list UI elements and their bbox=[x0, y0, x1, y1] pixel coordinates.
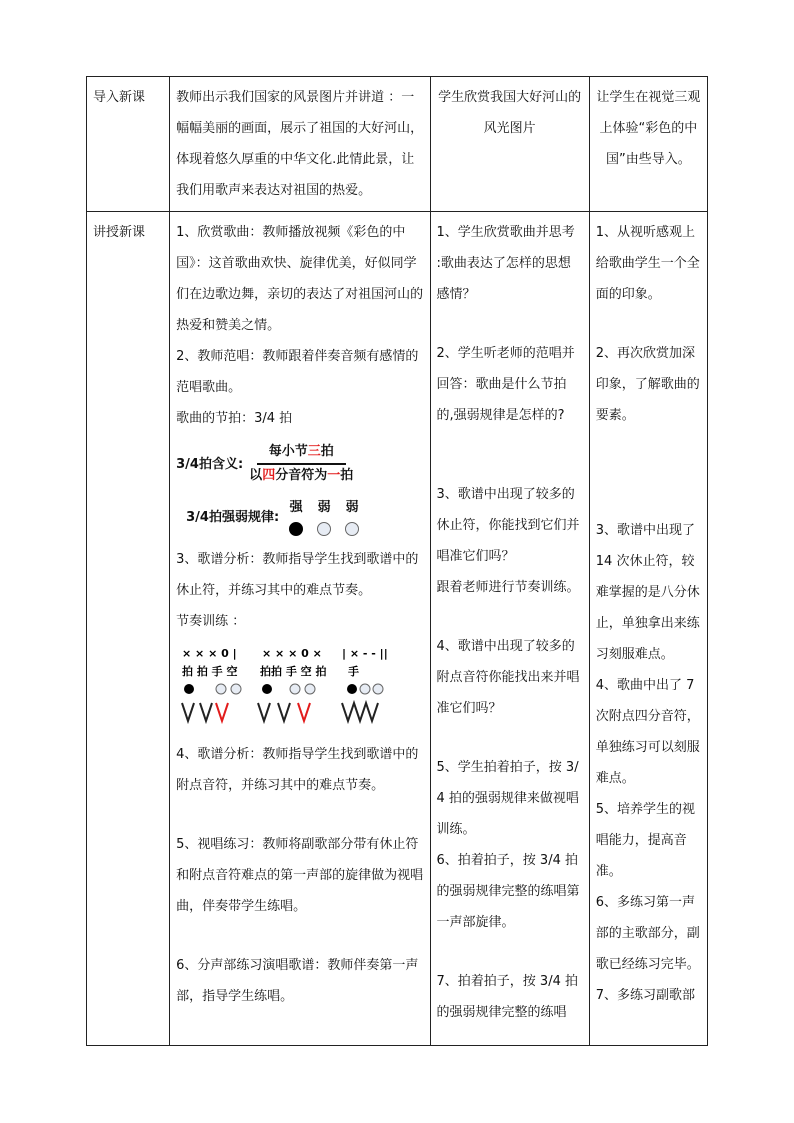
spacer bbox=[437, 431, 583, 479]
meter-law-label: 3/4拍强弱规律: bbox=[186, 509, 280, 525]
student-text: 学生欣赏我国大好河山的风光图片 bbox=[438, 90, 582, 136]
rhythm-words-3: 手 bbox=[348, 665, 360, 678]
teacher-activity-cell bbox=[170, 212, 430, 1046]
meter-fraction bbox=[249, 443, 353, 485]
beat-pattern bbox=[289, 498, 359, 536]
student-step-7: 7、拍着拍子，按 3/4 拍的强弱规律完整的练唱 bbox=[436, 974, 578, 1020]
intent-step-1: 1、从视听感观上给歌曲学生一个全面的印象。 bbox=[595, 225, 700, 302]
weak-beat-dot-icon bbox=[345, 522, 359, 536]
meter-law-figure bbox=[176, 490, 423, 544]
rhythm-words-2: 拍拍 手 空 拍 bbox=[260, 665, 327, 678]
rhythm-training-label: 节奏训练 ： bbox=[176, 614, 246, 629]
table-row-intro bbox=[87, 77, 708, 212]
teacher-step-5: 5、视唱练习：教师将副歌部分带有休止符和附点音符难点的第一声部的旋律做为视唱曲，伴奏带学生练唱。 bbox=[176, 837, 424, 914]
lesson-plan-table bbox=[86, 76, 708, 1046]
design-intent-cell bbox=[589, 212, 707, 1046]
student-step-6: 6、拍着拍子，按 3/4 拍的强弱规律完整的练唱第一声部旋律。 bbox=[436, 853, 580, 930]
meter-text: 歌曲的节拍：3/4 拍 bbox=[176, 411, 293, 426]
strong-beat-dot-icon bbox=[289, 522, 303, 536]
rhythm-notation-1: × × × 0 | bbox=[182, 647, 237, 660]
stage-cell bbox=[87, 77, 170, 212]
rhythm-notation-2: × × × 0 × bbox=[262, 647, 322, 660]
beat-weak: 弱 bbox=[317, 498, 331, 536]
rhythm-notation-3: | × - - || bbox=[342, 647, 388, 660]
intent-step-7: 7、多练习副歌部 bbox=[595, 988, 696, 1003]
stage-cell bbox=[87, 212, 170, 1046]
rhythm-words-1: 拍 拍 手 空 bbox=[182, 665, 238, 678]
intent-step-5: 5、培养学生的视唱能力，提高音准。 bbox=[595, 802, 696, 879]
intent-step-2: 2、再次欣赏加深印象，了解歌曲的要素。 bbox=[595, 346, 700, 423]
teacher-step-4: 4、歌谱分析：教师指导学生找到歌谱中的附点音符，并练习其中的难点节奏。 bbox=[176, 747, 419, 793]
stage-label: 导入新课 bbox=[93, 90, 146, 105]
conducting-marks-icon bbox=[182, 703, 378, 721]
teacher-activity-cell bbox=[170, 77, 430, 212]
teacher-text: 教师出示我们国家的风景图片并讲道 ：一幅幅美丽的画面，展示了祖国的大好河山，体现着悠久厚重的中华文化.此情此景，让我们用歌声来表达对祖国的热爱。 bbox=[176, 90, 424, 198]
spacer bbox=[176, 801, 423, 829]
intent-step-6: 6、多练习第一声部的主歌部分，副歌已经练习完毕。 bbox=[595, 895, 700, 972]
student-step-3: 3、歌谱中出现了较多的休止符，你能找到它们并唱准它们吗？ bbox=[436, 487, 580, 564]
intent-text: 让学生在视觉三观上体验“彩色的中国”由些导入。 bbox=[596, 90, 701, 167]
spacer bbox=[596, 310, 701, 338]
table-row-new-lesson bbox=[87, 212, 708, 1046]
student-step-5: 5、学生拍着拍子，按 3/4 拍的强弱规律来做视唱训练。 bbox=[436, 760, 579, 837]
meter-meaning-figure bbox=[176, 440, 423, 488]
student-step-3b: 跟着老师进行节奏训练。 bbox=[436, 580, 580, 595]
spacer bbox=[596, 431, 701, 515]
student-step-4: 4、歌谱中出现了较多的附点音符你能找出来并唱准它们吗？ bbox=[436, 639, 580, 716]
student-activity-cell bbox=[430, 77, 589, 212]
intent-step-3: 3、歌谱中出现了 14 次休止符，较难掌握的是八分休止，单独拿出来练习刻服难点。 bbox=[595, 523, 700, 662]
spacer bbox=[437, 310, 583, 338]
teacher-step-1: 1、欣赏歌曲：教师播放视频《彩色的中国》：这首歌曲欢快、旋律优美，好似同学们在边歌边舞，亲切的表达了对祖国河山的热爱和赞美之情。 bbox=[176, 225, 424, 333]
intent-step-4: 4、歌曲中出了 7 次附点四分音符，单独练习可以刻服难点。 bbox=[595, 678, 700, 786]
stage-label: 讲授新课 bbox=[93, 225, 146, 240]
spacer bbox=[437, 724, 583, 752]
teacher-step-6: 6、分声部练习演唱歌谱：教师伴奏第一声部，指导学生练唱。 bbox=[176, 958, 419, 1004]
teacher-step-2: 2、教师范唱：教师跟着伴奏音频有感情的范唱歌曲。 bbox=[176, 349, 419, 395]
beat-dots-icon bbox=[184, 684, 383, 694]
design-intent-cell bbox=[589, 77, 707, 212]
meter-meaning-label: 3/4拍含义: bbox=[176, 456, 244, 472]
fraction-denominator: 以四分音符为一拍 bbox=[249, 468, 354, 483]
teacher-step-3: 3、歌谱分析：教师指导学生找到歌谱中的休止符，并练习其中的难点节奏。 bbox=[176, 552, 419, 598]
student-activity-cell bbox=[430, 212, 589, 1046]
spacer bbox=[176, 1012, 423, 1040]
student-step-1: 1、学生欣赏歌曲并思考 :歌曲表达了怎样的思想感情？ bbox=[436, 225, 575, 302]
spacer bbox=[176, 922, 423, 950]
beat-strong: 强 bbox=[289, 498, 303, 536]
spacer bbox=[437, 603, 583, 631]
student-step-2: 2、学生听老师的范唱并回答：歌曲是什么节拍的,强弱规律是怎样的? bbox=[436, 346, 575, 423]
rhythm-training-figure bbox=[176, 643, 423, 733]
fraction-numerator: 每小节三拍 bbox=[257, 443, 346, 465]
spacer bbox=[437, 938, 583, 966]
rhythm-training-svg bbox=[176, 643, 406, 733]
weak-beat-dot-icon bbox=[317, 522, 331, 536]
beat-weak: 弱 bbox=[345, 498, 359, 536]
